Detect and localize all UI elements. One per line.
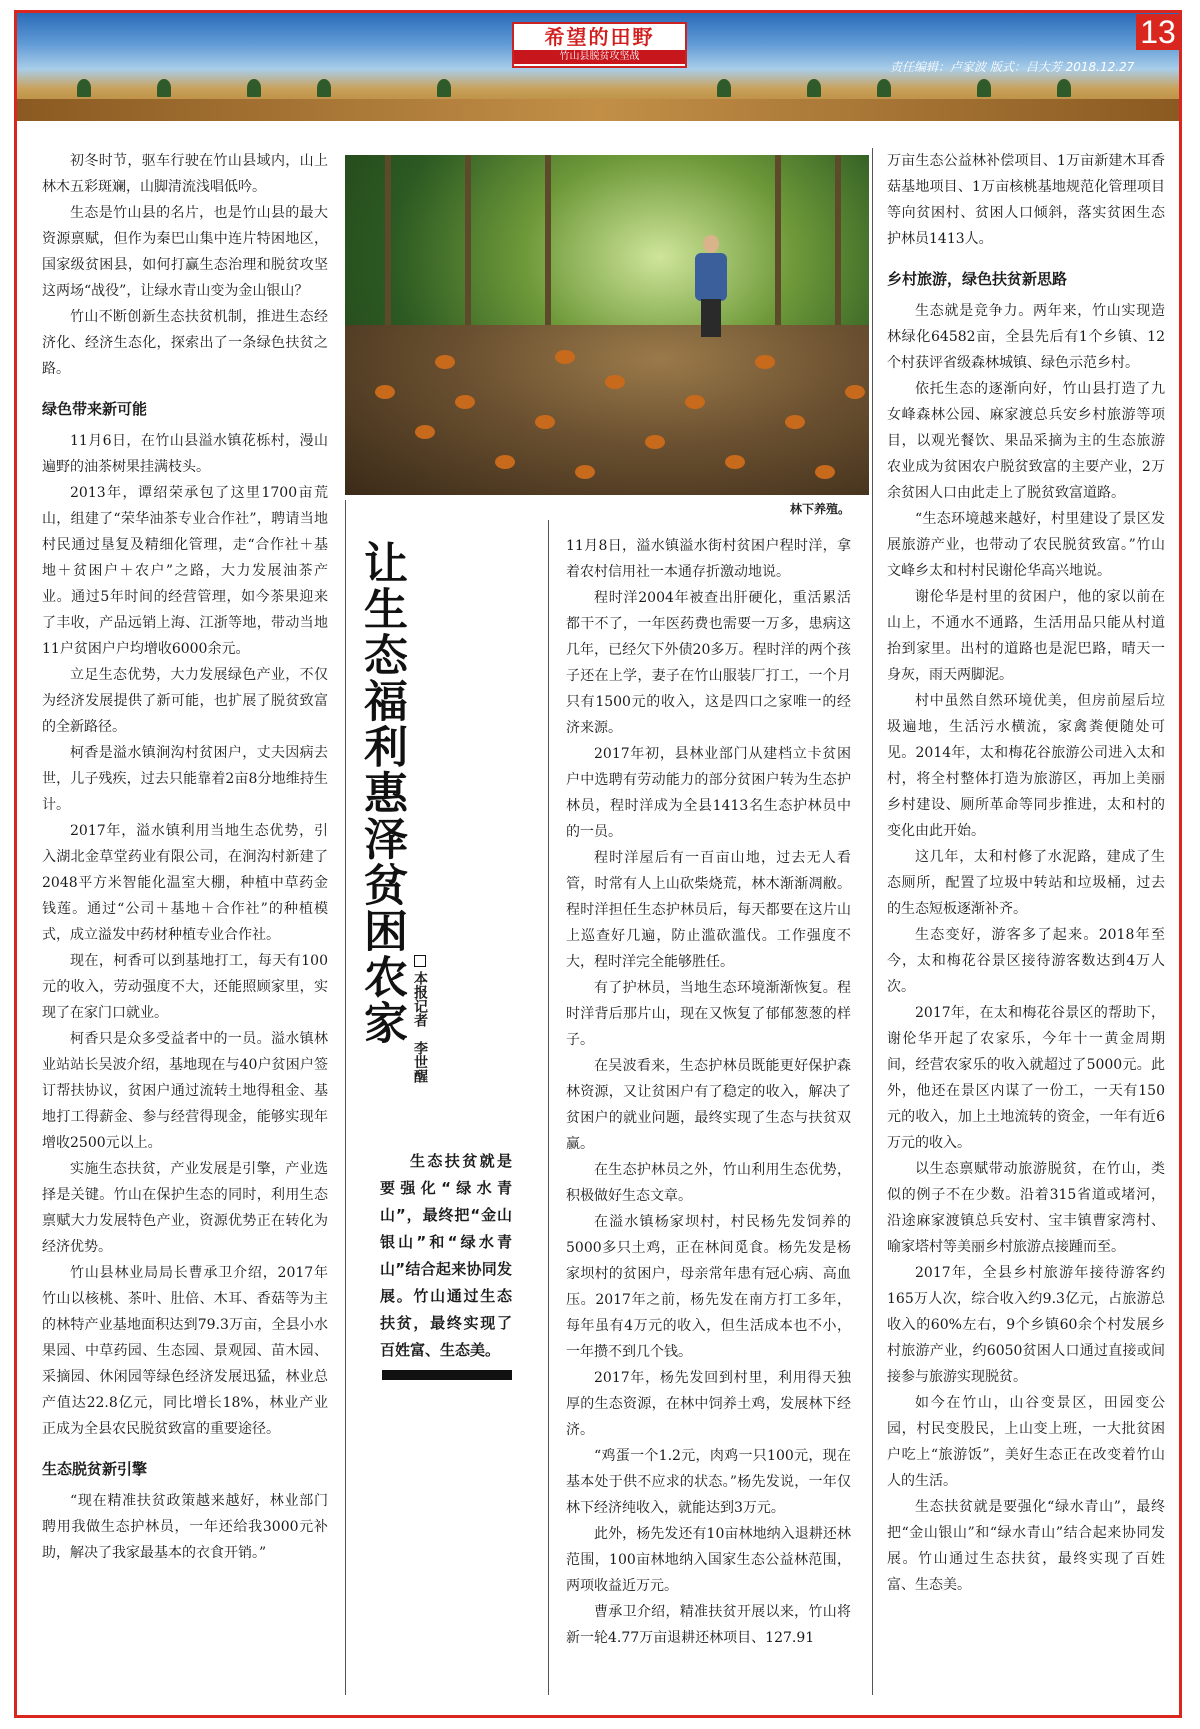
article-column-1	[42, 148, 328, 1566]
paragraph: 2017年，杨先发回到村里，利用得天独厚的生态资源，在林中饲养土鸡，发展林下经济。	[566, 1370, 851, 1438]
photo-caption: 林下养殖。	[790, 502, 851, 516]
paragraph: 依托生态的逐渐向好，竹山县打造了九女峰森林公园、麻家渡总兵安乡村旅游等项目，以观光餐饮、果品采摘为主的生态旅游农业成为贫困农户脱贫致富的主要产业，2万余贫困人口由此走上了脱贫致富道路。	[887, 381, 1165, 501]
paragraph: 2017年初，县林业部门从建档立卡贫困户中选聘有劳动能力的部分贫困户转为生态护林员，程时洋成为全县1413名生态护林员中的一员。	[566, 746, 851, 840]
paragraph: 2017年，溢水镇利用当地生态优势，引入湖北金草堂药业有限公司，在涧沟村新建了2048平方米智能化温室大棚，种植中草药金钱莲。通过“公司＋基地＋合作社”的种植模式，成立溢发中药材种植专业合作社。	[42, 823, 328, 943]
paragraph: 柯香只是众多受益者中的一员。溢水镇林业站站长吴波介绍，基地现在与40户贫困户签订帮扶协议，贫困户通过流转土地得租金、基地打工得薪金、参与经营得现金，能够实现年增收2500元以上。	[42, 1031, 328, 1151]
summary-bar	[382, 1370, 512, 1380]
paragraph: 2013年，谭绍荣承包了这里1700亩荒山，组建了“荣华油茶专业合作社”，聘请当地村民通过垦复及精细化管理，走“合作社＋基地＋贫困户＋农户”之路，大力发展油茶产业。通过5年时间的经营管理，如今茶果迎来了丰收，产品远销上海、江浙等地，带动当地11户贫困户户均增收6000余元。	[42, 485, 328, 657]
paragraph: 生态变好，游客多了起来。2018年至今，太和梅花谷景区接待游客数达到4万人次。	[887, 927, 1165, 995]
paragraph: 11月6日，在竹山县溢水镇花栎村，漫山遍野的油茶树果挂满枝头。	[42, 433, 328, 475]
column-divider	[548, 520, 549, 1695]
column-divider	[872, 148, 873, 1695]
section-logo	[512, 22, 687, 68]
paragraph: “鸡蛋一个1.2元，肉鸡一只100元，现在基本处于供不应求的状态。”杨先发说，一年仅林下经济纯收入，就能达到3万元。	[566, 1448, 851, 1516]
paragraph: “现在精准扶贫政策越来越好，林业部门聘用我做生态护林员，一年还给我3000元补助，解决了我家最基本的衣食开销。”	[42, 1493, 328, 1561]
article-headline: 让生态福利惠泽贫困农家	[356, 540, 407, 1046]
byline-box-icon	[414, 955, 426, 967]
paragraph: 万亩生态公益林补偿项目、1万亩新建木耳香菇基地项目、1万亩核桃基地规范化管理项目等向贫困村、贫困人口倾斜，落实贫困生态护林员1413人。	[887, 153, 1165, 247]
paragraph: 有了护林员，当地生态环境渐渐恢复。程时洋背后那片山，现在又恢复了郁郁葱葱的样子。	[566, 980, 851, 1048]
paragraph: 初冬时节，驱车行驶在竹山县域内，山上林木五彩斑斓，山脚清流浅唱低吟。	[42, 153, 328, 195]
paragraph: 2017年，在太和梅花谷景区的帮助下，谢伦华开起了农家乐，今年十一黄金周期间，经营农家乐的收入就超过了5000元。此外，他还在景区内谋了一份工，一天有150元的收入，加上土地流转的资金，一年有近6万元的收入。	[887, 1005, 1165, 1151]
column-divider	[345, 500, 346, 1695]
article-summary: 生态扶贫就是要强化“绿水青山”，最终把“金山银山”和“绿水青山”结合起来协同发展。竹山通过生态扶贫，最终实现了百姓富、生态美。	[380, 1152, 512, 1359]
paragraph: “生态环境越来越好，村里建设了景区发展旅游产业，也带动了农民脱贫致富。”竹山文峰乡太和村村民谢伦华高兴地说。	[887, 511, 1165, 579]
paragraph: 在溢水镇杨家坝村，村民杨先发饲养的5000多只土鸡，正在林间觅食。杨先发是杨家坝村的贫困户，母亲常年患有冠心病、高血压。2017年之前，杨先发在南方打工多年，每年虽有4万元的收入，但生活成本也不小，一年攒不到几个钱。	[566, 1214, 851, 1360]
paragraph: 村中虽然自然环境优美，但房前屋后垃圾遍地，生活污水横流，家禽粪便随处可见。2014年，太和梅花谷旅游公司进入太和村，将全村整体打造为旅游区，再加上美丽乡村建设、厕所革命等同步推进，太和村的变化由此开始。	[887, 693, 1165, 839]
page-number: 13	[1136, 14, 1180, 50]
paragraph: 程时洋屋后有一百亩山地，过去无人看管，时常有人上山砍柴烧荒，林木渐渐凋敝。程时洋担任生态护林员后，每天都要在这片山上巡查好几遍，防止滥砍滥伐。工作强度不大，程时洋完全能够胜任。	[566, 850, 851, 970]
paragraph: 竹山不断创新生态扶贫机制，推进生态经济化、经济生态化，探索出了一条绿色扶贫之路。	[42, 309, 328, 377]
paragraph: 如今在竹山，山谷变景区，田园变公园，村民变股民，上山变上班，一大批贫困户吃上“旅游饭”，美好生态正在改变着竹山人的生活。	[887, 1395, 1165, 1489]
farmer-figure	[691, 235, 731, 335]
article-column-3	[566, 533, 851, 1651]
paragraph: 现在，柯香可以到基地打工，每天有100元的收入，劳动强度不大，还能照顾家里，实现了在家门口就业。	[42, 953, 328, 1021]
paragraph: 生态就是竞争力。两年来，竹山实现造林绿化64582亩，全县先后有1个乡镇、12个村获评省级森林城镇、绿色示范乡村。	[887, 303, 1165, 371]
section-heading: 生态脱贫新引擎	[42, 1460, 148, 1478]
paragraph: 此外，杨先发还有10亩林地纳入退耕还林范围，100亩林地纳入国家生态公益林范围，两项收益近万元。	[566, 1526, 851, 1594]
paragraph: 生态是竹山县的名片，也是竹山县的最大资源禀赋，但作为秦巴山集中连片特困地区，国家级贫困县，如何打赢生态治理和脱贫攻坚这两场“战役”，让绿水青山变为金山银山？	[42, 205, 328, 299]
editor-credits: 责任编辑：卢家波 版式：吕大芳 2018.12.27	[890, 60, 1135, 74]
paragraph: 这几年，太和村修了水泥路，建成了生态厕所，配置了垃圾中转站和垃圾桶，过去的生态短板逐渐补齐。	[887, 849, 1165, 917]
paragraph: 竹山县林业局局长曹承卫介绍，2017年竹山以核桃、茶叶、肚倍、木耳、香菇等为主的林特产业基地面积达到79.3万亩，全县小水果园、中草药园、生态园、景观园、苗木园、采摘园、休闲园等绿色经济发展迅猛，林业总产值达22.8亿元，同比增长18%，林业产业正成为全县农民脱贫致富的重要途径。	[42, 1265, 328, 1437]
article-photo	[345, 155, 869, 495]
paragraph: 11月8日，溢水镇溢水街村贫困户程时洋，拿着农村信用社一本通存折激动地说。	[566, 538, 851, 580]
paragraph: 在吴波看来，生态护林员既能更好保护森林资源，又让贫困户有了稳定的收入，解决了贫困户的就业问题，最终实现了生态与扶贫双赢。	[566, 1058, 851, 1152]
section-title: 希望的田野	[544, 25, 655, 49]
article-column-4	[887, 148, 1165, 1598]
paragraph: 在生态护林员之外，竹山利用生态优势，积极做好生态文章。	[566, 1162, 851, 1204]
paragraph: 曹承卫介绍，精准扶贫开展以来，竹山将新一轮4.77万亩退耕还林项目、127.91	[566, 1604, 851, 1646]
section-subtitle: 竹山县脱贫攻坚战	[514, 50, 685, 64]
paragraph: 程时洋2004年被查出肝硬化，重活累活都干不了，一年医药费也需要一万多，患病这几年，已经欠下外债20多万。程时洋的两个孩子还在上学，妻子在竹山服装厂打工，一个月只有1500元的收入，这是四口之家唯一的经济来源。	[566, 590, 851, 736]
paragraph: 实施生态扶贫，产业发展是引擎，产业选择是关键。竹山在保护生态的同时，利用生态禀赋大力发展特色产业，资源优势正在转化为经济优势。	[42, 1161, 328, 1255]
paragraph: 以生态禀赋带动旅游脱贫，在竹山，类似的例子不在少数。沿着315省道或堵河，沿途麻家渡镇总兵安村、宝丰镇曹家湾村、喻家塔村等美丽乡村旅游点接踵而至。	[887, 1161, 1165, 1255]
paragraph: 2017年，全县乡村旅游年接待游客约165万人次，综合收入约9.3亿元，占旅游总收入的60%左右，9个乡镇60余个村发展乡村旅游产业，约6050贫困人口通过直接或间接参与旅游实现脱贫。	[887, 1265, 1165, 1385]
byline: 本报记者 李世醒	[410, 955, 430, 1083]
section-heading: 绿色带来新可能	[42, 400, 148, 418]
paragraph: 柯香是溢水镇涧沟村贫困户，丈夫因病去世，儿子残疾，过去只能靠着2亩8分地维持生计。	[42, 745, 328, 813]
paragraph: 谢伦华是村里的贫困户，他的家以前在山上，不通水不通路，生活用品只能从村道抬到家里。出村的道路也是泥巴路，晴天一身灰，雨天两脚泥。	[887, 589, 1165, 683]
paragraph: 立足生态优势，大力发展绿色产业，不仅为经济发展提供了新可能，也扩展了脱贫致富的全新路径。	[42, 667, 328, 735]
paragraph: 生态扶贫就是要强化“绿水青山”，最终把“金山银山”和“绿水青山”结合起来协同发展。竹山通过生态扶贫，最终实现了百姓富、生态美。	[887, 1499, 1165, 1593]
section-heading: 乡村旅游，绿色扶贫新思路	[887, 270, 1068, 288]
